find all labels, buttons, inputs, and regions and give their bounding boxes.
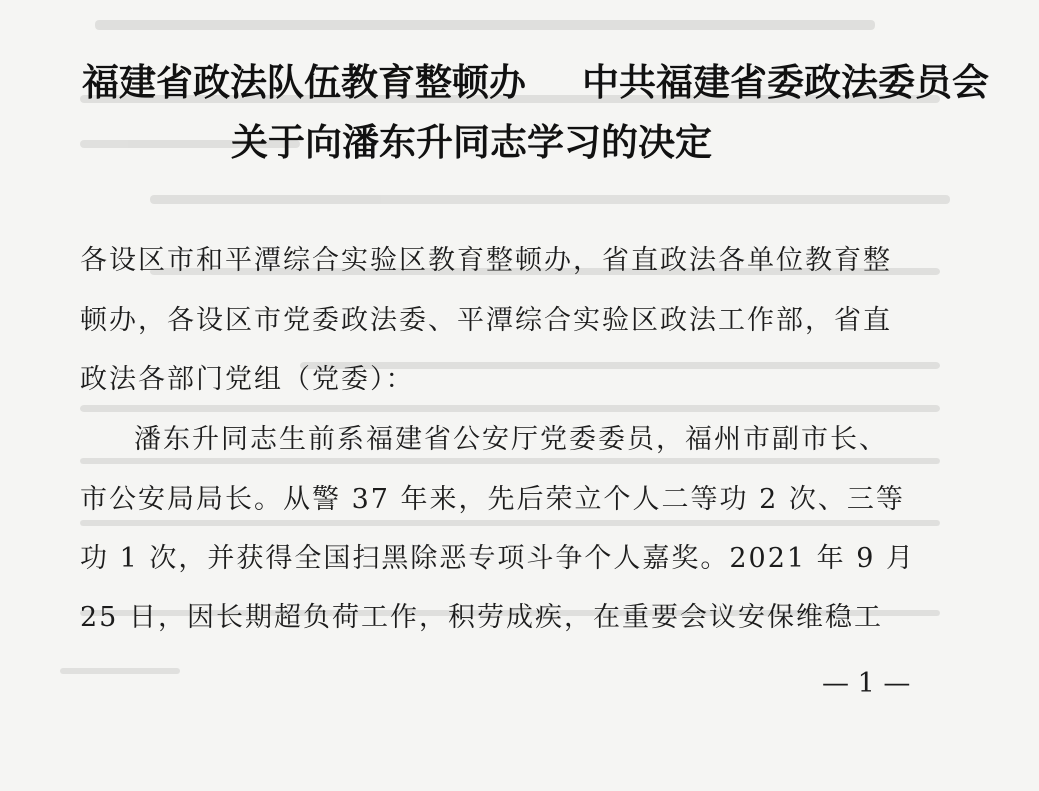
body-line-2: 市公安局局长。从警 37 年来，先后荣立个人二等功 2 次、三等 bbox=[80, 484, 905, 515]
recipient-line-2: 顿办，各设区市党委政法委、平潭综合实验区政法工作部，省直 bbox=[80, 305, 892, 336]
issuer-left: 福建省政法队伍教育整顿办 bbox=[82, 61, 526, 104]
document-title-issuers bbox=[82, 52, 1039, 106]
body-line-4: 25 日，因长期超负荷工作，积劳成疾，在重要会议安保维稳工 bbox=[80, 602, 883, 633]
document-title-subject: 关于向潘东升同志学习的决定 bbox=[231, 121, 712, 164]
body-line-3: 功 1 次，并获得全国扫黑除恶专项斗争个人嘉奖。2021 年 9 月 bbox=[80, 543, 915, 574]
recipient-line-1: 各设区市和平潭综合实验区教育整顿办，省直政法各单位教育整 bbox=[80, 245, 892, 276]
body-line-1: 潘东升同志生前系福建省公安厅党委委员，福州市副市长、 bbox=[134, 424, 888, 455]
recipient-line-3: 政法各部门党组（党委）： bbox=[80, 364, 415, 395]
issuer-right: 中共福建省委政法委员会 bbox=[582, 61, 989, 104]
page-number: — 1 — bbox=[822, 668, 911, 699]
